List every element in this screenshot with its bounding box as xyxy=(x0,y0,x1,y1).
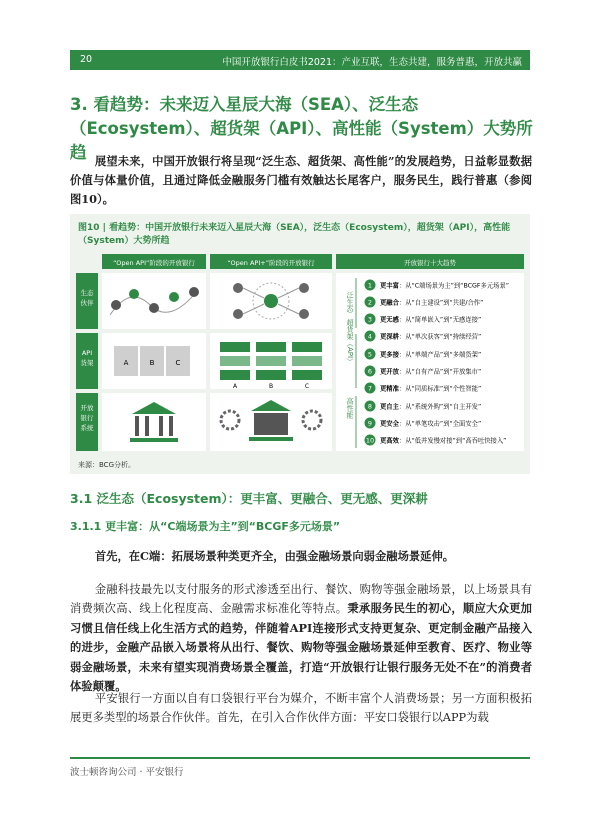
page-header xyxy=(70,50,530,70)
trend-key: 更自主 xyxy=(380,403,399,411)
figure-title: 图10 | 看趋势：中国开放银行未来迈入星辰大海（SEA），泛生态（Ecosystem），超货架（API），高性能（System）大势所趋 xyxy=(78,223,511,246)
trend-desc: ：从“单端产品”到“多端货架” xyxy=(398,351,482,359)
row2-label: API 货架 xyxy=(80,349,94,367)
trend-desc: ：从“简单嵌入”到“无感连接” xyxy=(398,316,482,324)
paragraph-fintech-part2: 秉承服务民生的初心，顺应大众更加习惯且信任线上化生活方式的趋势，伴随着API连接形式支持更复杂、更定制金融产品接入的进步，金融产品嵌入场景将从出行、餐饮、购物等强金融场景延伸至教育、医疗、物业等弱金融场景，未来有望实现消费场景全覆盖，打造“开放银行让银行服务无处不在”的消费者体验颠覆。 xyxy=(70,601,532,694)
trend-key: 更开放 xyxy=(380,368,399,376)
trend-key: 更融合 xyxy=(380,299,399,307)
api-puzzle-icon xyxy=(114,346,190,376)
trend-desc: ：从“单笔攻击”到“全面安全” xyxy=(398,420,482,428)
footer-text: 波士顿咨询公司 · 平安银行 xyxy=(70,767,184,778)
trend-desc: ：从“系统外购”到“自主开发” xyxy=(398,403,482,411)
puzzle-label-b2: B xyxy=(268,383,274,390)
header-title: 中国开放银行白皮书2021：产业互联，生态共建，服务普惠，开放共赢 xyxy=(222,57,522,68)
trend-number: 5 xyxy=(367,350,373,359)
trend-text xyxy=(380,402,481,411)
trend-key: 更丰富 xyxy=(380,282,399,290)
trend-key: 更精准 xyxy=(380,385,399,393)
trend-key: 更高效 xyxy=(380,437,399,445)
trend-number: 3 xyxy=(367,315,373,324)
trend-number: 6 xyxy=(367,367,373,376)
trend-number: 9 xyxy=(367,419,373,428)
trend-desc: ：从“自有产品”到“开放集市” xyxy=(398,368,482,376)
puzzle-label-a2: A xyxy=(232,383,238,390)
trend-text xyxy=(380,367,481,376)
trend-text xyxy=(380,350,481,359)
trend-key: 更多接 xyxy=(380,351,399,359)
row3-label: 开放银行系统 xyxy=(80,404,94,432)
trend-desc: ：从“自主建设”到“共建/合作” xyxy=(398,299,484,307)
trend-key: 更安全 xyxy=(380,420,399,428)
figure-diagram xyxy=(70,250,530,480)
trend-text xyxy=(380,332,481,341)
cell-3-1 xyxy=(102,393,206,451)
trend-text xyxy=(380,281,509,290)
trend-text xyxy=(380,436,506,445)
page-number: 20 xyxy=(80,54,93,65)
puzzle-label-c1: C xyxy=(175,359,181,367)
trend-text xyxy=(380,419,481,428)
paragraph-fintech xyxy=(70,580,532,696)
group-label-api: 超货架（API） xyxy=(346,318,354,366)
section-3-1-1-title: 3.1.1 更丰富：从“C端场景为主”到“BCGF多元场景” xyxy=(70,520,341,533)
footer-rule xyxy=(70,757,530,759)
figure-10 xyxy=(70,214,530,474)
trend-number: 2 xyxy=(367,298,373,307)
trend-desc: ：从“单次获客”到“持续经营” xyxy=(398,333,482,341)
row1-label: 生态伙伴 xyxy=(80,289,94,307)
intro-paragraph: 展望未来，中国开放银行将呈现“泛生态、超货架、高性能”的发展趋势，日益彰显数据价值与体量价值，且通过降低金融服务门槛有效触达长尾客户，服务民生，践行普惠（参阅图10）。 xyxy=(70,154,532,206)
trend-key: 更深耕 xyxy=(380,333,399,341)
section-heading: 3. 看趋势：未来迈入星辰大海（SEA）、泛生态（Ecosystem）、超货架（API）、高性能（System）大势所趋 xyxy=(70,95,533,162)
trend-number: 7 xyxy=(367,384,373,393)
paragraph-pingan: 平安银行一方面以自有口袋银行平台为媒介，不断丰富个人消费场景；另一方面积极拓展更多类型的场景合作伙伴。首先，在引入合作伙伴方面：平安口袋银行以APP为载 xyxy=(70,692,532,725)
group-label-ecosystem: 泛生态 xyxy=(346,291,354,313)
puzzle-label-b1: B xyxy=(149,359,155,367)
col2-header: “Open API+”阶段的开放银行 xyxy=(227,259,315,267)
group-label-performance: 高性能 xyxy=(346,397,354,419)
trend-number: 8 xyxy=(367,402,373,411)
trend-desc: ：从“同质标准”到“个性智能” xyxy=(398,385,482,393)
row3-label-bg xyxy=(76,393,98,451)
section-3-1-title: 3.1 泛生态（Ecosystem）：更丰富、更融合、更无感、更深耕 xyxy=(70,491,428,506)
trend-number: 1 xyxy=(367,281,373,290)
trend-number: 10 xyxy=(365,436,375,445)
trend-text xyxy=(380,384,481,393)
trend-text xyxy=(380,298,483,307)
puzzle-label-a1: A xyxy=(123,359,129,367)
trend-text xyxy=(380,315,481,324)
col3-header: 开放银行十大趋势 xyxy=(404,259,456,267)
figure-source: 来源：BCG分析。 xyxy=(78,461,135,469)
trend-key: 更无感 xyxy=(380,316,399,324)
paragraph-c-end: 首先，在C端：拓展场景种类更齐全，由强金融场景向弱金融场景延伸。 xyxy=(94,549,455,563)
trend-desc: ：从“C端场景为主”到“BCGF多元场景” xyxy=(398,282,510,290)
paragraph-fintech-part1: 金融科技最先以支付服务的形式渗透至出行、餐饮、购物等强金融场景，以上场景具有消费频次高、线上化程度高、金融需求标准化等特点。 xyxy=(70,583,532,616)
api-shelf-icon xyxy=(220,342,322,390)
puzzle-label-c2: C xyxy=(304,383,310,390)
trend-desc: ：从“低并发慢对接”到“高吞吐快接入” xyxy=(398,437,507,445)
trend-number: 4 xyxy=(367,332,373,341)
col1-header: “Open API”阶段的开放银行 xyxy=(113,259,195,267)
